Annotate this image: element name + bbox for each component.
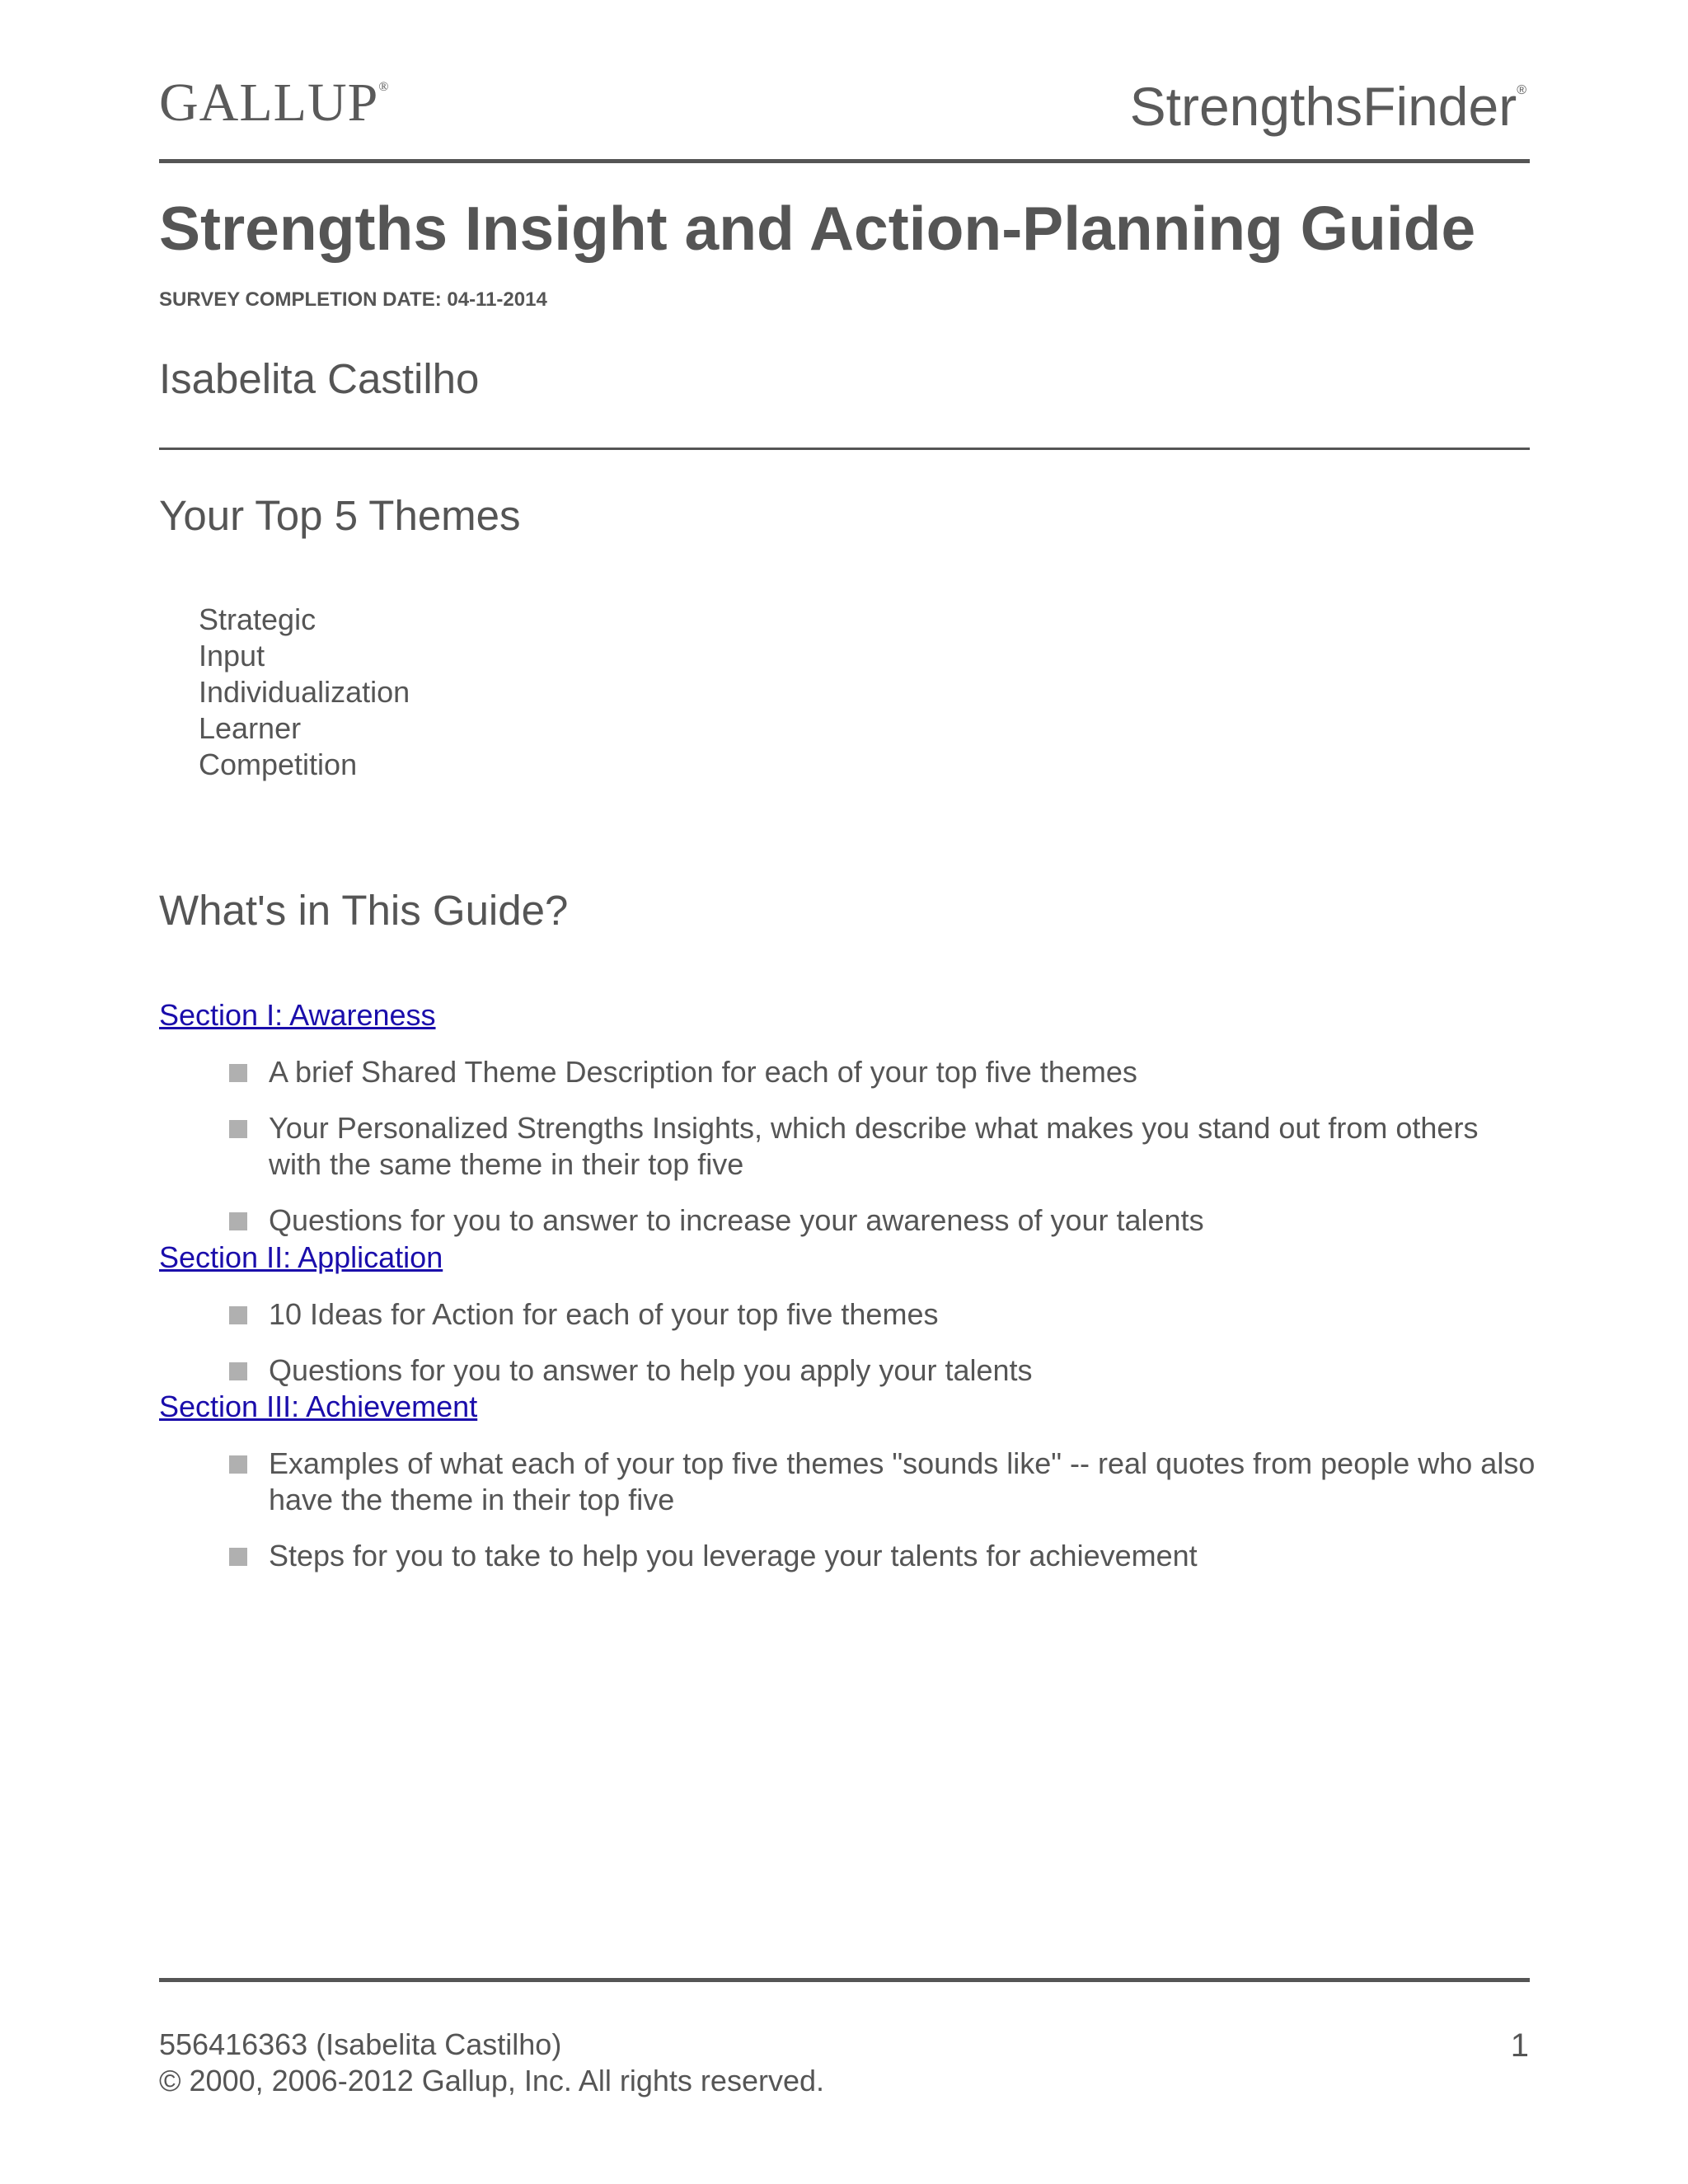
- square-bullet-icon: [229, 1362, 247, 1380]
- square-bullet-icon: [229, 1548, 247, 1566]
- footer-divider: [159, 1978, 1530, 1982]
- section-application-link[interactable]: Section II: Application: [159, 1240, 443, 1274]
- square-bullet-icon: [229, 1212, 247, 1230]
- theme-item: Individualization: [199, 675, 410, 709]
- list-item-text: Steps for you to take to help you leverage your talents for achievement: [269, 1539, 1198, 1572]
- square-bullet-icon: [229, 1064, 247, 1082]
- theme-item: Learner: [199, 711, 302, 745]
- square-bullet-icon: [229, 1120, 247, 1138]
- survey-completion-date: SURVEY COMPLETION DATE: 04-11-2014: [159, 288, 547, 311]
- list-item-text: A brief Shared Theme Description for each of your top five themes: [269, 1055, 1137, 1089]
- list-item-text: 10 Ideas for Action for each of your top five themes: [269, 1297, 939, 1331]
- theme-item: Strategic: [199, 602, 316, 636]
- page-number: 1: [1510, 2027, 1529, 2064]
- top-themes-heading: Your Top 5 Themes: [159, 492, 521, 539]
- page-title: Strengths Insight and Action-Planning Guide: [159, 194, 1476, 263]
- footer-copyright: © 2000, 2006-2012 Gallup, Inc. All rights reserved.: [159, 2064, 824, 2097]
- registered-mark-icon: ®: [378, 80, 390, 94]
- gallup-logo-text: GALLUP: [159, 73, 379, 133]
- gallup-logo: [159, 73, 390, 133]
- guide-heading: What's in This Guide?: [159, 887, 569, 934]
- list-item-text: Questions for you to answer to help you apply your talents: [269, 1353, 1033, 1387]
- registered-mark-icon: ®: [1517, 83, 1526, 97]
- strengthsfinder-logo-text: StrengthsFinder: [1129, 76, 1517, 137]
- theme-item: Input: [199, 639, 265, 673]
- list-item-text: Questions for you to answer to increase your awareness of your talents: [269, 1203, 1204, 1237]
- theme-item: Competition: [199, 748, 358, 781]
- section-achievement-link[interactable]: Section III: Achievement: [159, 1390, 478, 1423]
- header-divider: [159, 159, 1530, 163]
- strengthsfinder-logo: [1129, 76, 1526, 137]
- list-item-text: Your Personalized Strengths Insights, which describe what makes you stand out from others with the same theme in their top five: [269, 1111, 1479, 1181]
- person-name: Isabelita Castilho: [159, 355, 480, 402]
- section-awareness-link[interactable]: Section I: Awareness: [159, 998, 436, 1032]
- top-themes-list: [199, 602, 410, 783]
- square-bullet-icon: [229, 1306, 247, 1324]
- name-divider: [159, 448, 1530, 450]
- square-bullet-icon: [229, 1455, 247, 1474]
- footer-id-line: 556416363 (Isabelita Castilho): [159, 2027, 562, 2061]
- list-item-text: Examples of what each of your top five themes "sounds like" -- real quotes from people who also have the theme in their top five: [269, 1446, 1536, 1516]
